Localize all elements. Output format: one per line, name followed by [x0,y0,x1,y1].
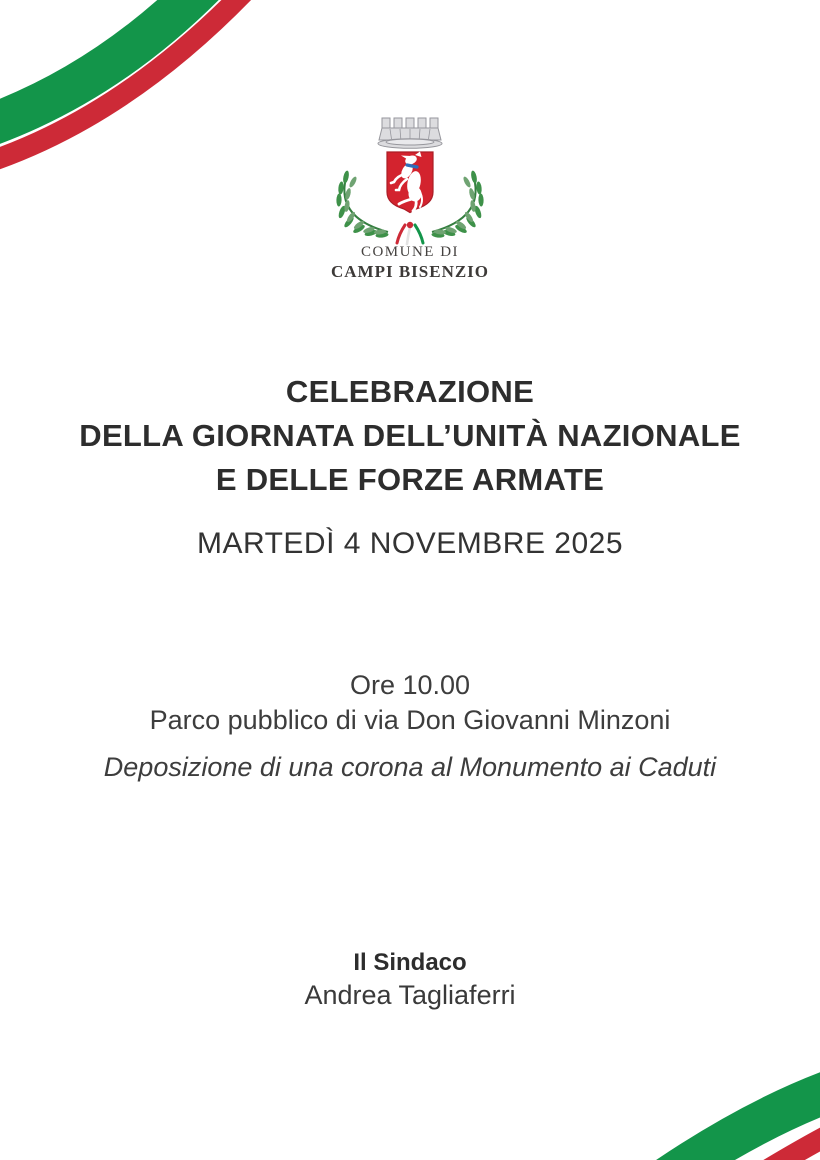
title-line-3: E DELLE FORZE ARMATE [215,462,605,497]
wreath-left-branch [336,170,389,238]
event-description: Deposizione di una corona al Monumento ai Caduti [103,752,717,782]
signature [0,948,820,1012]
signature-name: Andrea Tagliaferri [304,980,516,1010]
event-location: Parco pubblico di via Don Giovanni Minzoni [149,705,671,735]
event-date: MARTEDÌ 4 NOVEMBRE 2025 [196,527,624,560]
signature-role: Il Sindaco [353,949,467,976]
ribbon-bow-icon [397,222,423,244]
wreath-right-branch [431,170,484,238]
title-line-1: CELEBRAZIONE [285,374,535,409]
event-details [0,668,820,785]
municipality-name-line2: CAMPI BISENZIO [330,262,490,281]
title-line-2: DELLA GIORNATA DELL’UNITÀ NAZIONALE [79,418,741,453]
crest-graphic [330,112,490,252]
flag-ribbon-bottom-right-icon [664,1088,820,1160]
hound-collar [407,165,417,167]
municipality-name-line1: COMUNE DI [360,244,460,260]
municipal-crest [0,112,820,257]
event-time: Ore 10.00 [349,670,471,700]
event-title [0,370,820,502]
mural-crown-icon [378,118,442,148]
